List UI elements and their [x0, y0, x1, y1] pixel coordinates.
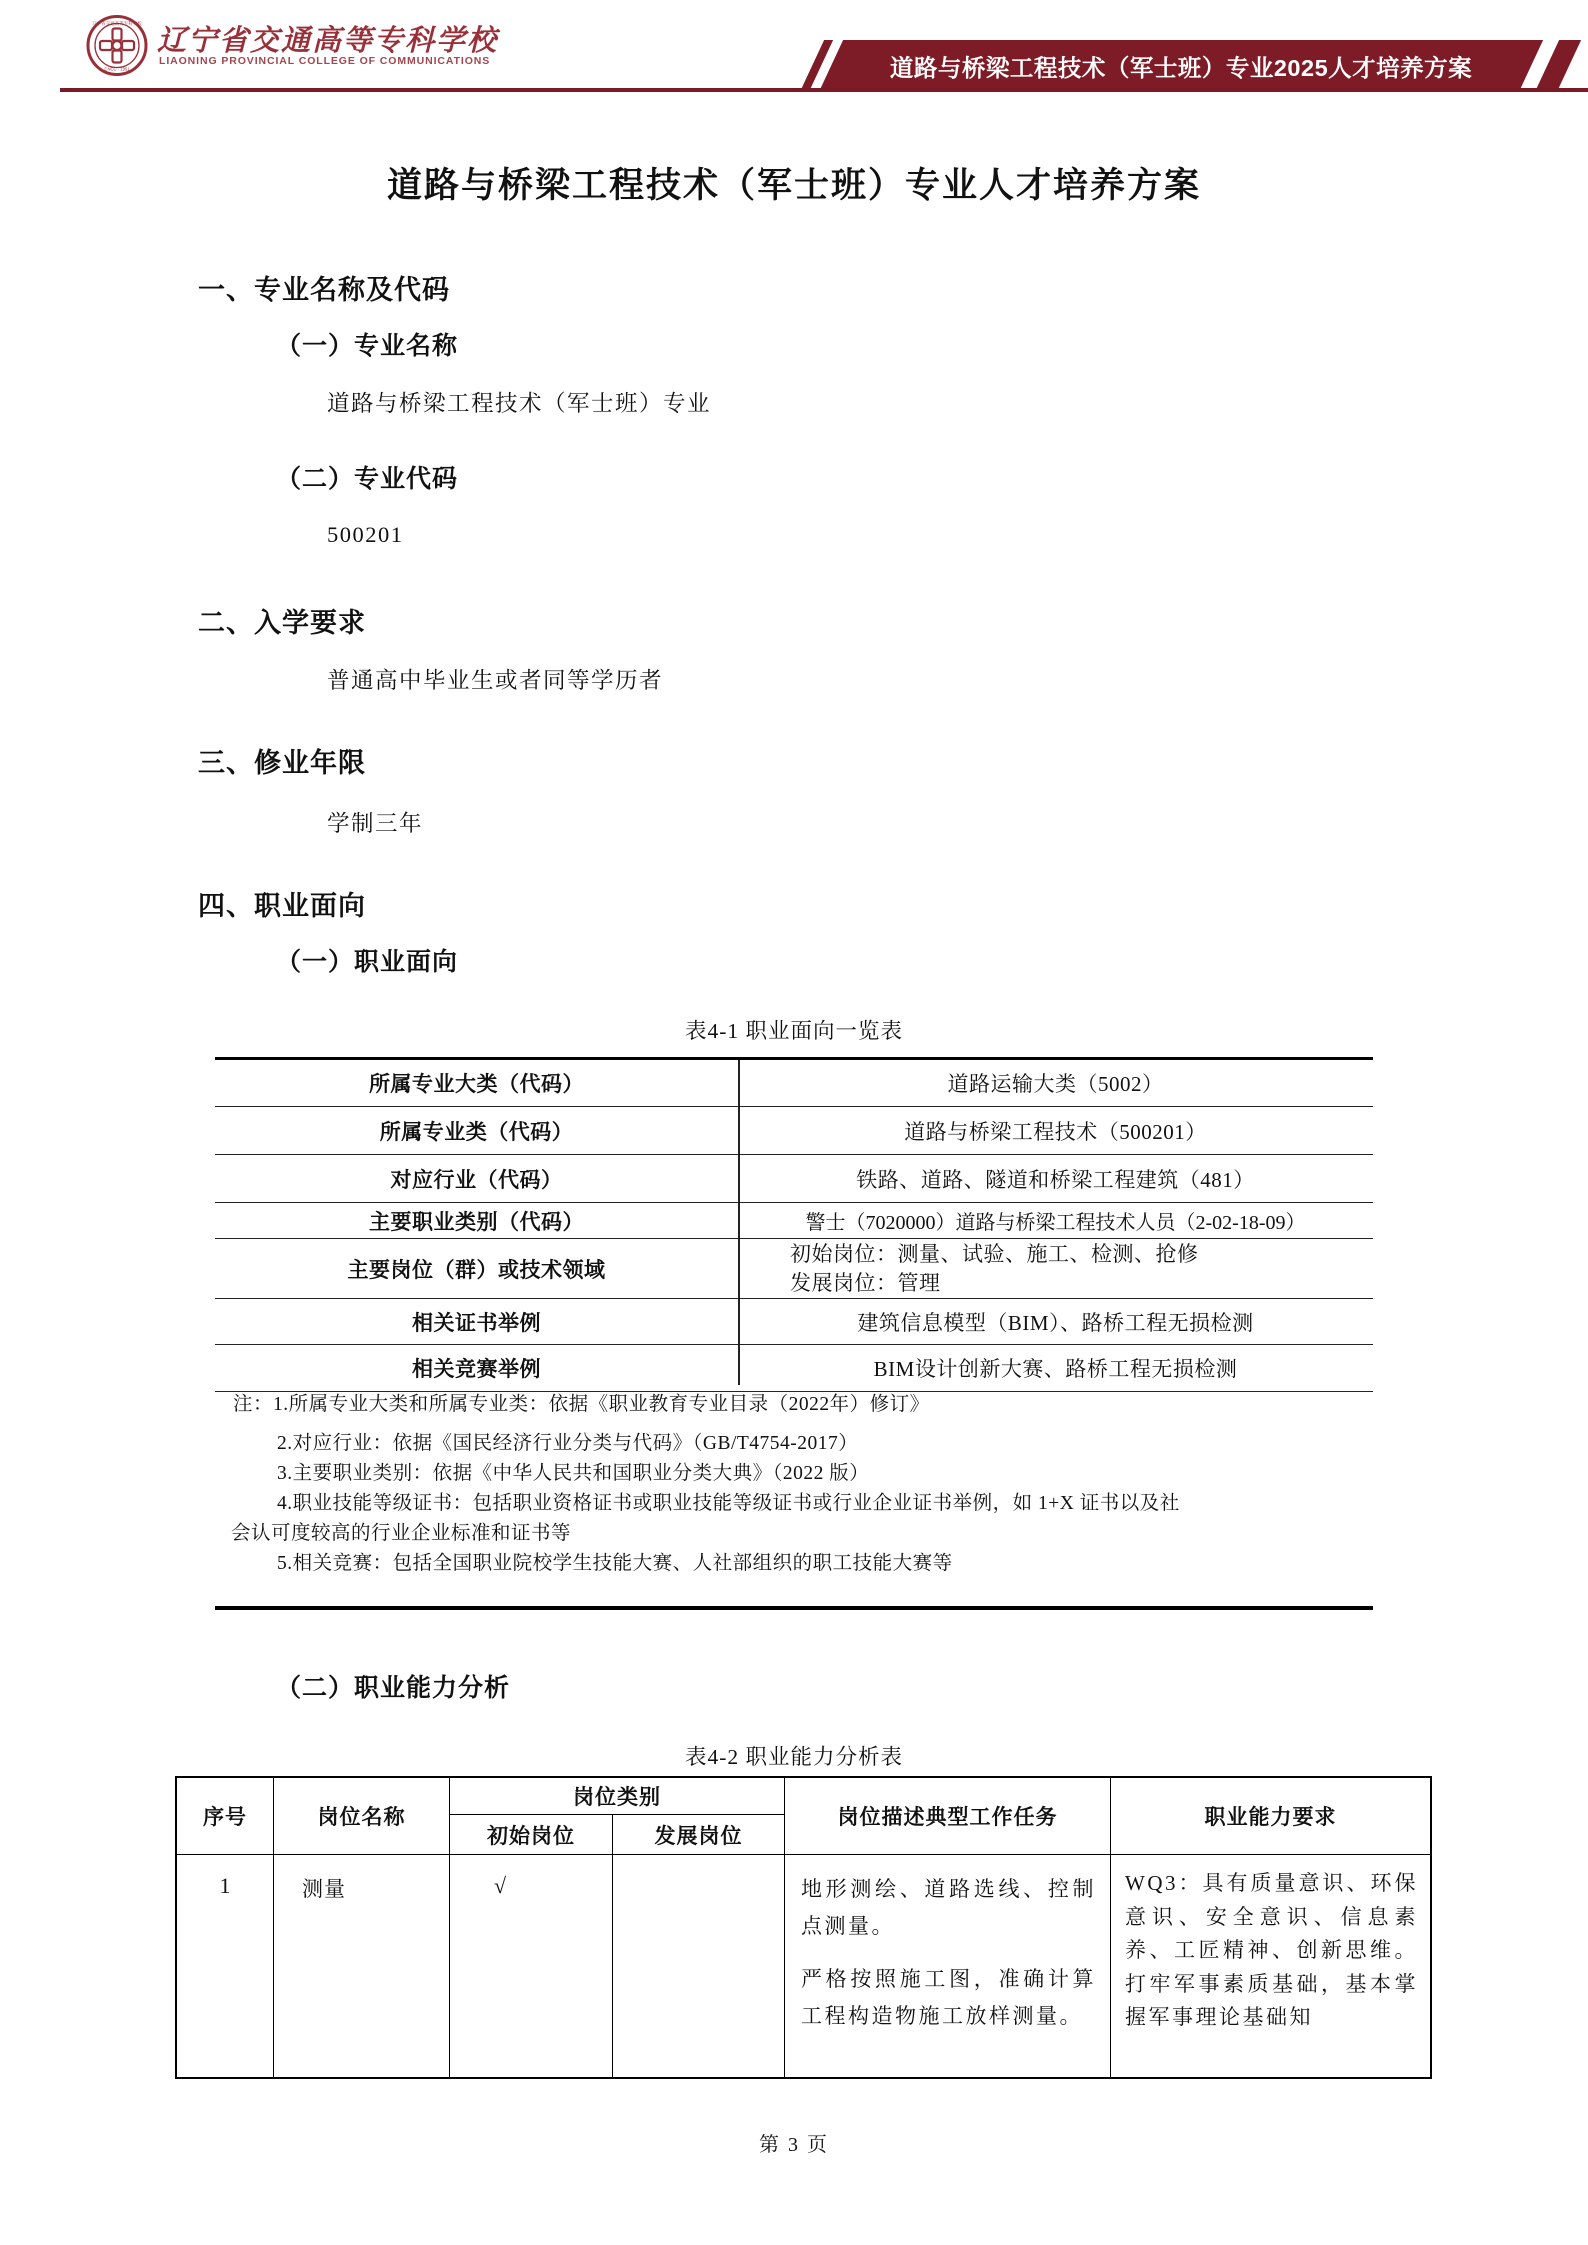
row-label: 对应行业（代码）	[390, 1168, 563, 1192]
row-value: BIM设计创新大赛、路桥工程无损检测	[873, 1357, 1238, 1381]
row-value: 道路与桥梁工程技术（500201）	[904, 1119, 1207, 1144]
col-header-development-post: 发展岗位	[613, 1815, 785, 1855]
row-label: 主要岗位（群）或技术领域	[347, 1258, 606, 1282]
section-4-sub-1: （一）职业面向	[276, 948, 459, 976]
table-4-2	[175, 1776, 1432, 2079]
table-4-1-caption: 表4-1 职业面向一览表	[684, 1019, 904, 1043]
section-2-heading: 二、入学要求	[198, 608, 366, 638]
header-banner-title: 道路与桥梁工程技术（军士班）专业2025人才培养方案	[889, 55, 1473, 81]
col-header-tasks: 岗位描述典型工作任务	[785, 1778, 1111, 1855]
table-row	[215, 1299, 1373, 1345]
table-row	[215, 1155, 1373, 1203]
col-header-initial-post: 初始岗位	[450, 1815, 613, 1855]
section-1-sub-1: （一）专业名称	[276, 332, 459, 360]
svg-text:CNCC · 1951: CNCC · 1951	[104, 66, 130, 72]
row-value	[738, 1239, 1373, 1298]
section-4-sub-2: （二）职业能力分析	[276, 1674, 511, 1702]
study-period-text: 学制三年	[327, 811, 424, 836]
table-4-1-bottom-border	[215, 1606, 1373, 1610]
table-row	[215, 1060, 1373, 1107]
table-row	[215, 1345, 1373, 1392]
table-row	[215, 1107, 1373, 1155]
task-paragraph-1: 地形测绘、道路选线、控制点测量。	[801, 1877, 1096, 1938]
cell-ability: WQ3：具有质量意识、环保意识、安全意识、信息素养、工匠精神、创新思维。打牢军事素质基础，基本掌握军事理论基础知	[1125, 1871, 1418, 2029]
admission-requirement-text: 普通高中毕业生或者同等学历者	[327, 668, 664, 693]
table-4-1-column-divider	[738, 1060, 740, 1385]
row-value: 铁路、道路、隧道和桥梁工程建筑（481）	[856, 1167, 1255, 1192]
task-paragraph-2: 严格按照施工图，准确计算工程构造物施工放样测量。	[801, 1967, 1096, 2028]
school-name-en: LIAONING PROVINCIAL COLLEGE OF COMMUNICATIONS	[159, 55, 491, 67]
development-posts-line: 发展岗位：管理	[790, 1270, 941, 1295]
row-label: 相关证书举例	[412, 1311, 541, 1335]
cell-initial-checkmark: √	[450, 1855, 613, 2077]
col-header-post: 岗位名称	[274, 1778, 450, 1855]
row-label: 主要职业类别（代码）	[369, 1210, 584, 1234]
row-label: 所属专业类（代码）	[379, 1120, 574, 1144]
row-value: 道路运输大类（5002）	[947, 1072, 1164, 1096]
table-4-2-caption: 表4-2 职业能力分析表	[684, 1745, 904, 1769]
col-header-serial: 序号	[177, 1778, 274, 1855]
school-seal-icon	[86, 14, 148, 77]
table-row	[215, 1239, 1373, 1299]
col-header-ability: 职业能力要求	[1111, 1778, 1430, 1855]
major-name-text: 道路与桥梁工程技术（军士班）专业	[327, 391, 712, 416]
section-1-heading: 一、专业名称及代码	[198, 275, 450, 305]
cell-development	[613, 1855, 785, 2077]
header-rule	[60, 88, 1588, 92]
section-3-heading: 三、修业年限	[198, 748, 366, 778]
row-label: 相关竞赛举例	[412, 1358, 541, 1381]
cell-post: 测量	[274, 1855, 450, 2077]
banner-slash-decoration-right	[1535, 40, 1581, 92]
row-value: 警士（7020000）道路与桥梁工程技术人员（2-02-18-09）	[805, 1212, 1306, 1234]
school-name-cn: 辽宁省交通高等专科学校	[157, 23, 499, 57]
row-value: 建筑信息模型（BIM）、路桥工程无损检测	[857, 1310, 1254, 1335]
table-4-1-notes	[233, 1390, 1413, 1579]
initial-posts-line: 初始岗位：测量、试验、施工、检测、抢修	[790, 1241, 1199, 1266]
section-4-heading: 四、职业面向	[198, 891, 366, 921]
note-line: 5.相关竞赛：包括全国职业院校学生技能大赛、人社部组织的职工技能大赛等	[277, 1553, 953, 1574]
table-row	[215, 1203, 1373, 1239]
svg-text:辽宁省交通高等专科学校: 辽宁省交通高等专科学校	[92, 21, 142, 26]
note-line: 4.职业技能等级证书：包括职业资格证书或职业技能等级证书或行业企业证书举例，如 1+X 证书以及社	[277, 1493, 1180, 1514]
major-code-text: 500201	[327, 522, 404, 547]
col-header-post-category: 岗位类别	[450, 1778, 785, 1815]
note-line: 注：1.所属专业大类和所属专业类：依据《职业教育专业目录（2022年）修订》	[233, 1394, 930, 1415]
note-line: 3.主要职业类别：依据《中华人民共和国职业分类大典》（2022 版）	[277, 1463, 870, 1484]
table-4-1	[215, 1057, 1373, 1392]
cell-tasks	[785, 1855, 1111, 2077]
note-line: 2.对应行业：依据《国民经济行业分类与代码》（GB/T4754-2017）	[277, 1433, 859, 1454]
row-label: 所属专业大类（代码）	[369, 1073, 584, 1096]
section-1-sub-2: （二）专业代码	[276, 465, 459, 493]
note-line: 会认可度较高的行业企业标准和证书等	[231, 1523, 572, 1544]
document-title: 道路与桥梁工程技术（军士班）专业人才培养方案	[386, 166, 1201, 205]
page-number: 第 3 页	[759, 2134, 829, 2156]
cell-serial: 1	[177, 1855, 274, 2077]
